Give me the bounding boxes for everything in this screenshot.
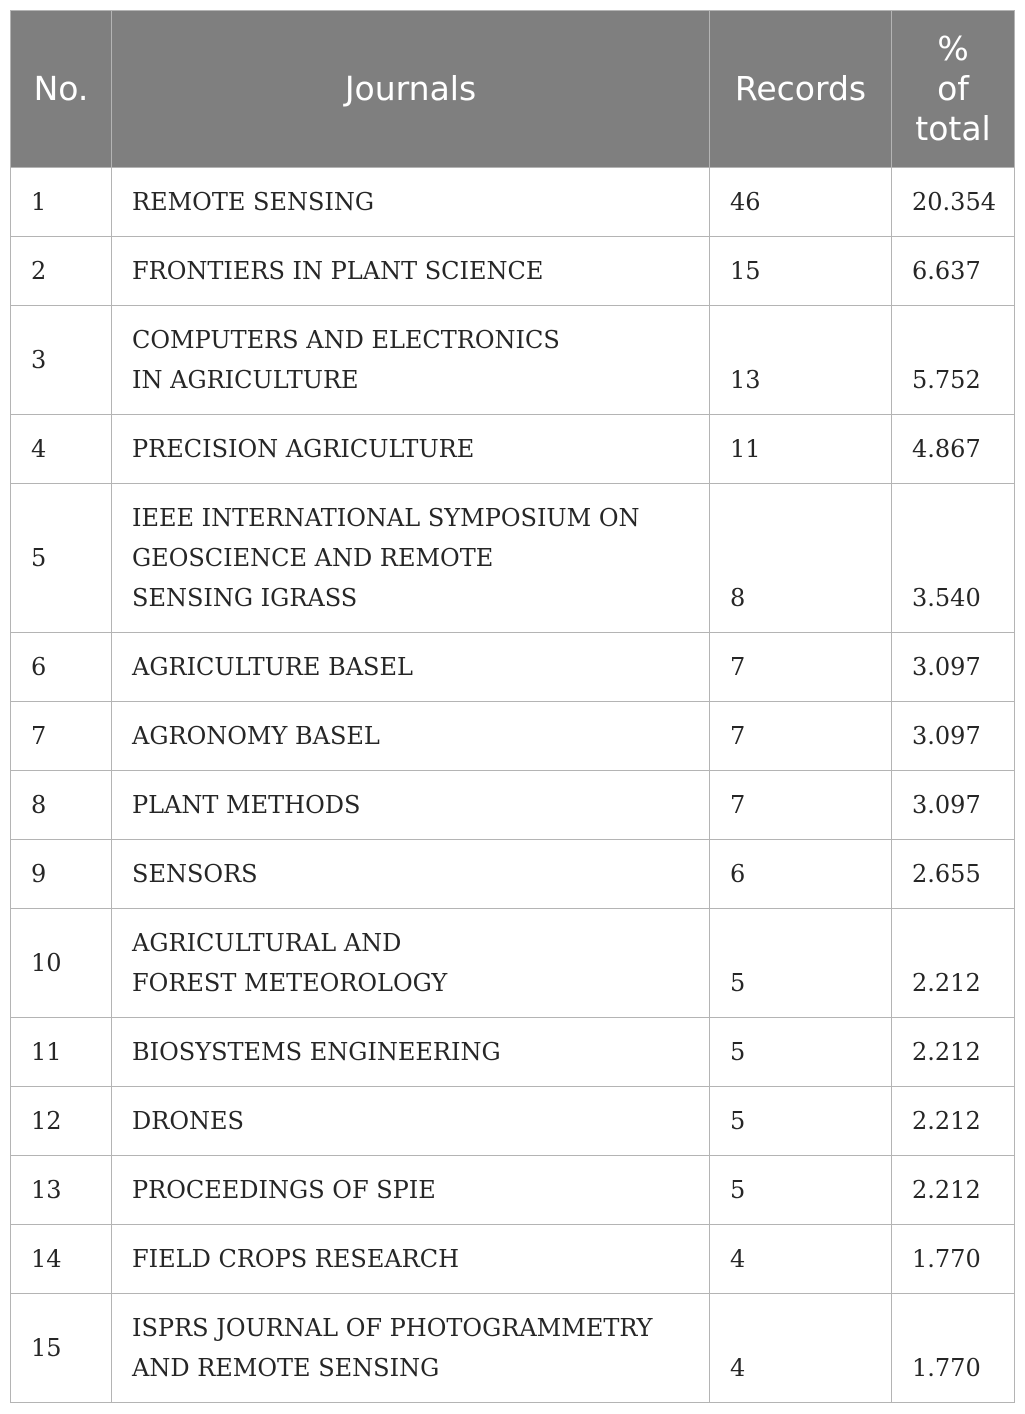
cell-no: 1 <box>11 168 112 237</box>
cell-no: 9 <box>11 840 112 909</box>
cell-journal: AGRICULTURAL AND FOREST METEOROLOGY <box>112 909 710 1018</box>
cell-records: 5 <box>710 1156 892 1225</box>
table-row <box>11 633 1015 702</box>
cell-pct-of-total: 4.867 <box>892 415 1015 484</box>
table-row <box>11 484 1015 633</box>
cell-journal: PROCEEDINGS OF SPIE <box>112 1156 710 1225</box>
cell-records: 8 <box>710 484 892 633</box>
cell-records: 7 <box>710 771 892 840</box>
cell-no: 14 <box>11 1225 112 1294</box>
header-journals: Journals <box>112 11 710 168</box>
cell-pct-of-total: 3.097 <box>892 702 1015 771</box>
cell-no: 2 <box>11 237 112 306</box>
cell-records: 5 <box>710 1018 892 1087</box>
cell-no: 8 <box>11 771 112 840</box>
header-row <box>11 11 1015 168</box>
cell-no: 3 <box>11 306 112 415</box>
cell-no: 15 <box>11 1294 112 1403</box>
cell-records: 46 <box>710 168 892 237</box>
cell-pct-of-total: 20.354 <box>892 168 1015 237</box>
table-row <box>11 840 1015 909</box>
cell-no: 10 <box>11 909 112 1018</box>
table-row <box>11 771 1015 840</box>
cell-records: 6 <box>710 840 892 909</box>
table-row <box>11 237 1015 306</box>
cell-journal: SENSORS <box>112 840 710 909</box>
cell-journal: COMPUTERS AND ELECTRONICS IN AGRICULTURE <box>112 306 710 415</box>
cell-journal: PLANT METHODS <box>112 771 710 840</box>
cell-pct-of-total: 3.540 <box>892 484 1015 633</box>
cell-pct-of-total: 2.212 <box>892 1087 1015 1156</box>
cell-records: 4 <box>710 1294 892 1403</box>
cell-pct-of-total: 2.212 <box>892 1156 1015 1225</box>
cell-journal: PRECISION AGRICULTURE <box>112 415 710 484</box>
cell-journal: AGRONOMY BASEL <box>112 702 710 771</box>
cell-no: 7 <box>11 702 112 771</box>
table-row <box>11 1225 1015 1294</box>
cell-records: 13 <box>710 306 892 415</box>
table-row <box>11 415 1015 484</box>
table-row <box>11 1294 1015 1403</box>
table-row <box>11 168 1015 237</box>
cell-pct-of-total: 6.637 <box>892 237 1015 306</box>
table-row <box>11 1156 1015 1225</box>
cell-no: 5 <box>11 484 112 633</box>
cell-no: 13 <box>11 1156 112 1225</box>
cell-records: 15 <box>710 237 892 306</box>
cell-no: 4 <box>11 415 112 484</box>
cell-pct-of-total: 1.770 <box>892 1225 1015 1294</box>
cell-no: 11 <box>11 1018 112 1087</box>
cell-records: 4 <box>710 1225 892 1294</box>
cell-records: 5 <box>710 1087 892 1156</box>
cell-no: 6 <box>11 633 112 702</box>
cell-journal: IEEE INTERNATIONAL SYMPOSIUM ON GEOSCIENCE AND REMOTE SENSING IGRASS <box>112 484 710 633</box>
cell-pct-of-total: 5.752 <box>892 306 1015 415</box>
cell-journal: FIELD CROPS RESEARCH <box>112 1225 710 1294</box>
cell-pct-of-total: 1.770 <box>892 1294 1015 1403</box>
cell-journal: BIOSYSTEMS ENGINEERING <box>112 1018 710 1087</box>
cell-pct-of-total: 3.097 <box>892 771 1015 840</box>
cell-records: 5 <box>710 909 892 1018</box>
cell-journal: DRONES <box>112 1087 710 1156</box>
header-pct-of-total: % of total <box>892 11 1015 168</box>
header-records: Records <box>710 11 892 168</box>
table-row <box>11 306 1015 415</box>
cell-pct-of-total: 2.655 <box>892 840 1015 909</box>
cell-journal: REMOTE SENSING <box>112 168 710 237</box>
cell-pct-of-total: 2.212 <box>892 909 1015 1018</box>
table-row <box>11 909 1015 1018</box>
cell-journal: AGRICULTURE BASEL <box>112 633 710 702</box>
cell-records: 11 <box>710 415 892 484</box>
journals-table <box>10 10 1015 1403</box>
cell-journal: ISPRS JOURNAL OF PHOTOGRAMMETRY AND REMOTE SENSING <box>112 1294 710 1403</box>
cell-records: 7 <box>710 702 892 771</box>
table-row <box>11 1087 1015 1156</box>
header-no: No. <box>11 11 112 168</box>
table-body <box>11 168 1015 1403</box>
table-row <box>11 1018 1015 1087</box>
cell-journal: FRONTIERS IN PLANT SCIENCE <box>112 237 710 306</box>
table-row <box>11 702 1015 771</box>
cell-records: 7 <box>710 633 892 702</box>
cell-pct-of-total: 2.212 <box>892 1018 1015 1087</box>
cell-pct-of-total: 3.097 <box>892 633 1015 702</box>
cell-no: 12 <box>11 1087 112 1156</box>
